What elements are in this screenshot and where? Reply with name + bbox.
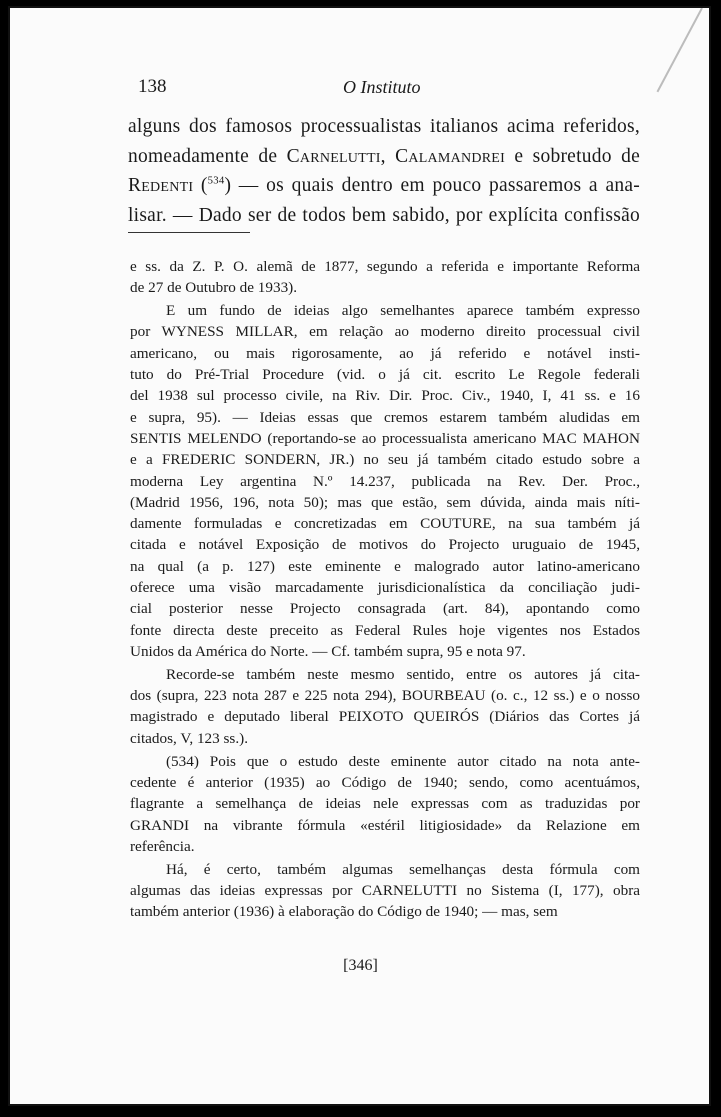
author-calamandrei: Calamandrei — [395, 145, 506, 167]
footnote-line: E um fundo de ideias algo semelhantes aparece também expresso — [166, 302, 640, 320]
author-carnelutti: Carnelutti — [286, 145, 381, 167]
main-text-line: lisar. — Dado ser de todos bem sabido, por explícita confissão — [128, 204, 640, 226]
author-redenti: Redenti — [128, 175, 194, 196]
footnote-line: dos (supra, 223 nota 287 e 225 nota 294), BOURBEAU (o. c., 12 ss.) e o nosso — [130, 687, 640, 705]
footnote-line: flagrante a semelhança de ideias nele expressas com as traduzidas por — [130, 795, 640, 813]
page-number: 138 — [138, 76, 167, 97]
footnote-paragraph — [130, 751, 640, 857]
footnote-line: de 27 de Outubro de 1933). — [130, 279, 298, 297]
footnote-line: e ss. da Z. P. O. alemã de 1877, segundo a referida e importante Reforma — [130, 258, 640, 275]
footnote-line: GRANDI na vibrante fórmula «estéril litigiosidade» da Relazione em — [130, 816, 640, 834]
footnote-paragraph — [130, 300, 640, 662]
footnote-line: também anterior (1936) à elaboração do Código de 1940; — mas, sem — [130, 903, 558, 921]
footnote-line: damente formuladas e concretizadas em COUTURE, na sua também já — [130, 515, 640, 533]
footnote-line: tuto do Pré-Trial Procedure (vid. o já cit. escrito Le Regole federali — [130, 366, 640, 384]
main-text-line: nomeadamente de Carnelutti, Calamandrei e sobretudo de — [128, 145, 641, 167]
footnote-line: (Madrid 1956, 196, nota 50); mas que estão, sem dúvida, ainda mais níti- — [130, 493, 640, 511]
running-title: O Instituto — [343, 77, 421, 97]
footnote-paragraph — [130, 664, 640, 749]
footnote-reference: 534 — [207, 174, 225, 187]
footnote-paragraph — [130, 859, 640, 923]
footnote-line: e supra, 95). — Ideias essas que cremos estarem também aludidas em — [130, 408, 640, 426]
footnote-separator — [128, 232, 250, 233]
footnotes — [130, 256, 640, 923]
footnote-line: e a FREDERIC SONDERN, JR.) no seu já também citado estudo sobre a — [130, 451, 640, 469]
footnote-line: cedente é anterior (1935) ao Código de 1940; sendo, como acentuámos, — [130, 773, 640, 791]
footnote-line: SENTIS MELENDO (reportando-se ao processualista americano MAC MAHON — [130, 429, 640, 447]
footnote-line: citada e notável Exposição de motivos do Projecto uruguaio de 1945, — [130, 536, 640, 554]
main-text — [128, 112, 640, 230]
main-text-line: alguns dos famosos processualistas italianos acima referidos, — [128, 116, 640, 137]
footnote-line: por WYNESS MILLAR, em relação ao moderno direito processual civil — [130, 323, 640, 341]
footnote-paragraph — [130, 256, 640, 299]
footnote-line: citados, V, 123 ss.). — [130, 729, 248, 747]
footnote-line: Unidos da América do Norte. — Cf. também supra, 95 e nota 97. — [130, 642, 526, 660]
scan-fold-line — [657, 8, 703, 93]
footnote-line: magistrado e deputado liberal PEIXOTO QUEIRÓS (Diários das Cortes já — [130, 708, 640, 726]
footnote-line: cial posterior nesse Projecto consagrada (art. 84), apontando como — [130, 600, 640, 618]
footnote-line: del 1938 sul processo civile, na Riv. Dir. Proc. Civ., 1940, I, 41 ss. e 16 — [130, 387, 640, 405]
footnote-line: referência. — [130, 837, 195, 855]
main-text-line: Redenti ($^{534}$) — os quais dentro em pouco passaremos a ana- — [128, 174, 640, 196]
footnote-line: Há, é certo, também algumas semelhanças desta fórmula com — [166, 860, 640, 878]
page-header — [138, 76, 658, 102]
footnote-line: oferece uma visão marcadamente jurisdicionalística da conciliação judi- — [130, 579, 640, 597]
footnote-line: (534) Pois que o estudo deste eminente autor citado na nota ante- — [166, 752, 640, 770]
footnote-line: na qual (a p. 127) este eminente e malogrado autor latino-americano — [130, 557, 640, 575]
footnote-line: fonte directa deste preceito as Federal Rules hoje vigentes nos Estados — [130, 621, 640, 639]
footnote-line: algumas das ideias expressas por CARNELUTTI no Sistema (I, 177), obra — [130, 881, 640, 899]
footnote-line: moderna Ley argentina N.º 14.237, publicada na Rev. Der. Proc., — [130, 472, 640, 490]
page-footer — [0, 957, 721, 975]
original-page-reference: [346] — [343, 957, 378, 974]
footnote-line: Recorde-se também neste mesmo sentido, entre os autores já cita- — [166, 665, 640, 683]
footnote-line: americano, ou mais rigorosamente, ao já referido e notável insti- — [130, 344, 640, 362]
